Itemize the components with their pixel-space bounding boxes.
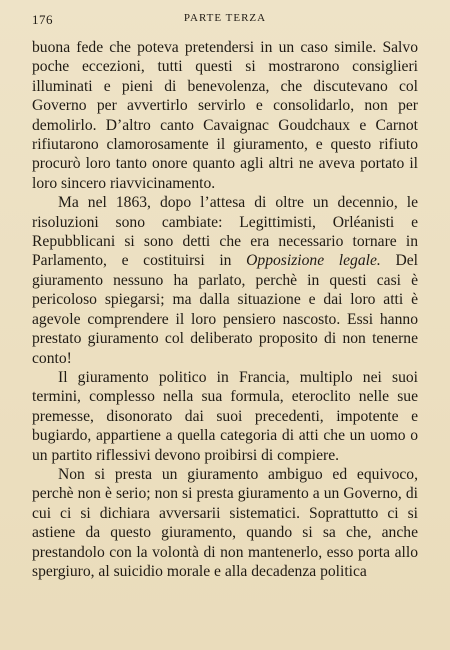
paragraph-1863 [32,193,418,368]
page-header [32,12,418,30]
page-number: 176 [32,12,53,27]
paragraph-non-si-presta: Non si presta un giuramento ambiguo ed equivoco, perchè non è serio; non si presta giuramento a un Governo, di cui ci si dichiara avversarii sistematici. Soprattutto ci si astiene da questo giuramento, quando si sa che, anche prestandolo con la volontà di non mantenerlo, esso porta allo spergiuro, al suicidio morale e alla decadenza politica [32,465,418,580]
paragraph-1863-end: Del giuramento nessuno ha parlato, perchè in questi casi è pericoloso spiegarsi; ma dalla situazione e dai loro atti è agevole comprendere il loro pensiero nascosto. Essi hanno prestato giuramento col deliberato proposito di non tenerne conto! [32,252,418,367]
paragraph-continuation: buona fede che poteva pretendersi in un caso simile. Salvo poche eccezioni, tutti questi si mostrarono consiglieri illuminati e pieni di benevolenza, che discutevano col Governo per avvertirlo servirlo e consolidarlo, non per demolirlo. D’altro canto Cavaignac Goudchaux e Carnot rifiutarono clamorosamente il giuramento, e questo rifiuto procurò loro tanto onore quanto agli altri ne aveva portato il loro sincero riavvicinamento. [32,39,418,192]
italic-opposizione-legale: Opposizione legale. [246,252,381,270]
running-head: PARTE TERZA [183,12,267,24]
paragraph-1863-start: Ma nel 1863, dopo l’attesa di oltre un decennio, le risoluzioni sono cambiate: Legittimisti, Orléanisti e Repubblicani si sono detti che era necessario tornare in Parlamento, e costituirsi in [32,194,418,270]
body-text [32,38,418,581]
paragraph-giuramento-politico: Il giuramento politico in Francia, multiplo nei suoi termini, complesso nella sua formula, eteroclito nelle sue premesse, disonorato dai suoi precedenti, impotente e bugiardo, appartiene a quella categoria di atti che un uomo o un partito riflessivi devono proibirsi di compiere. [32,368,418,464]
